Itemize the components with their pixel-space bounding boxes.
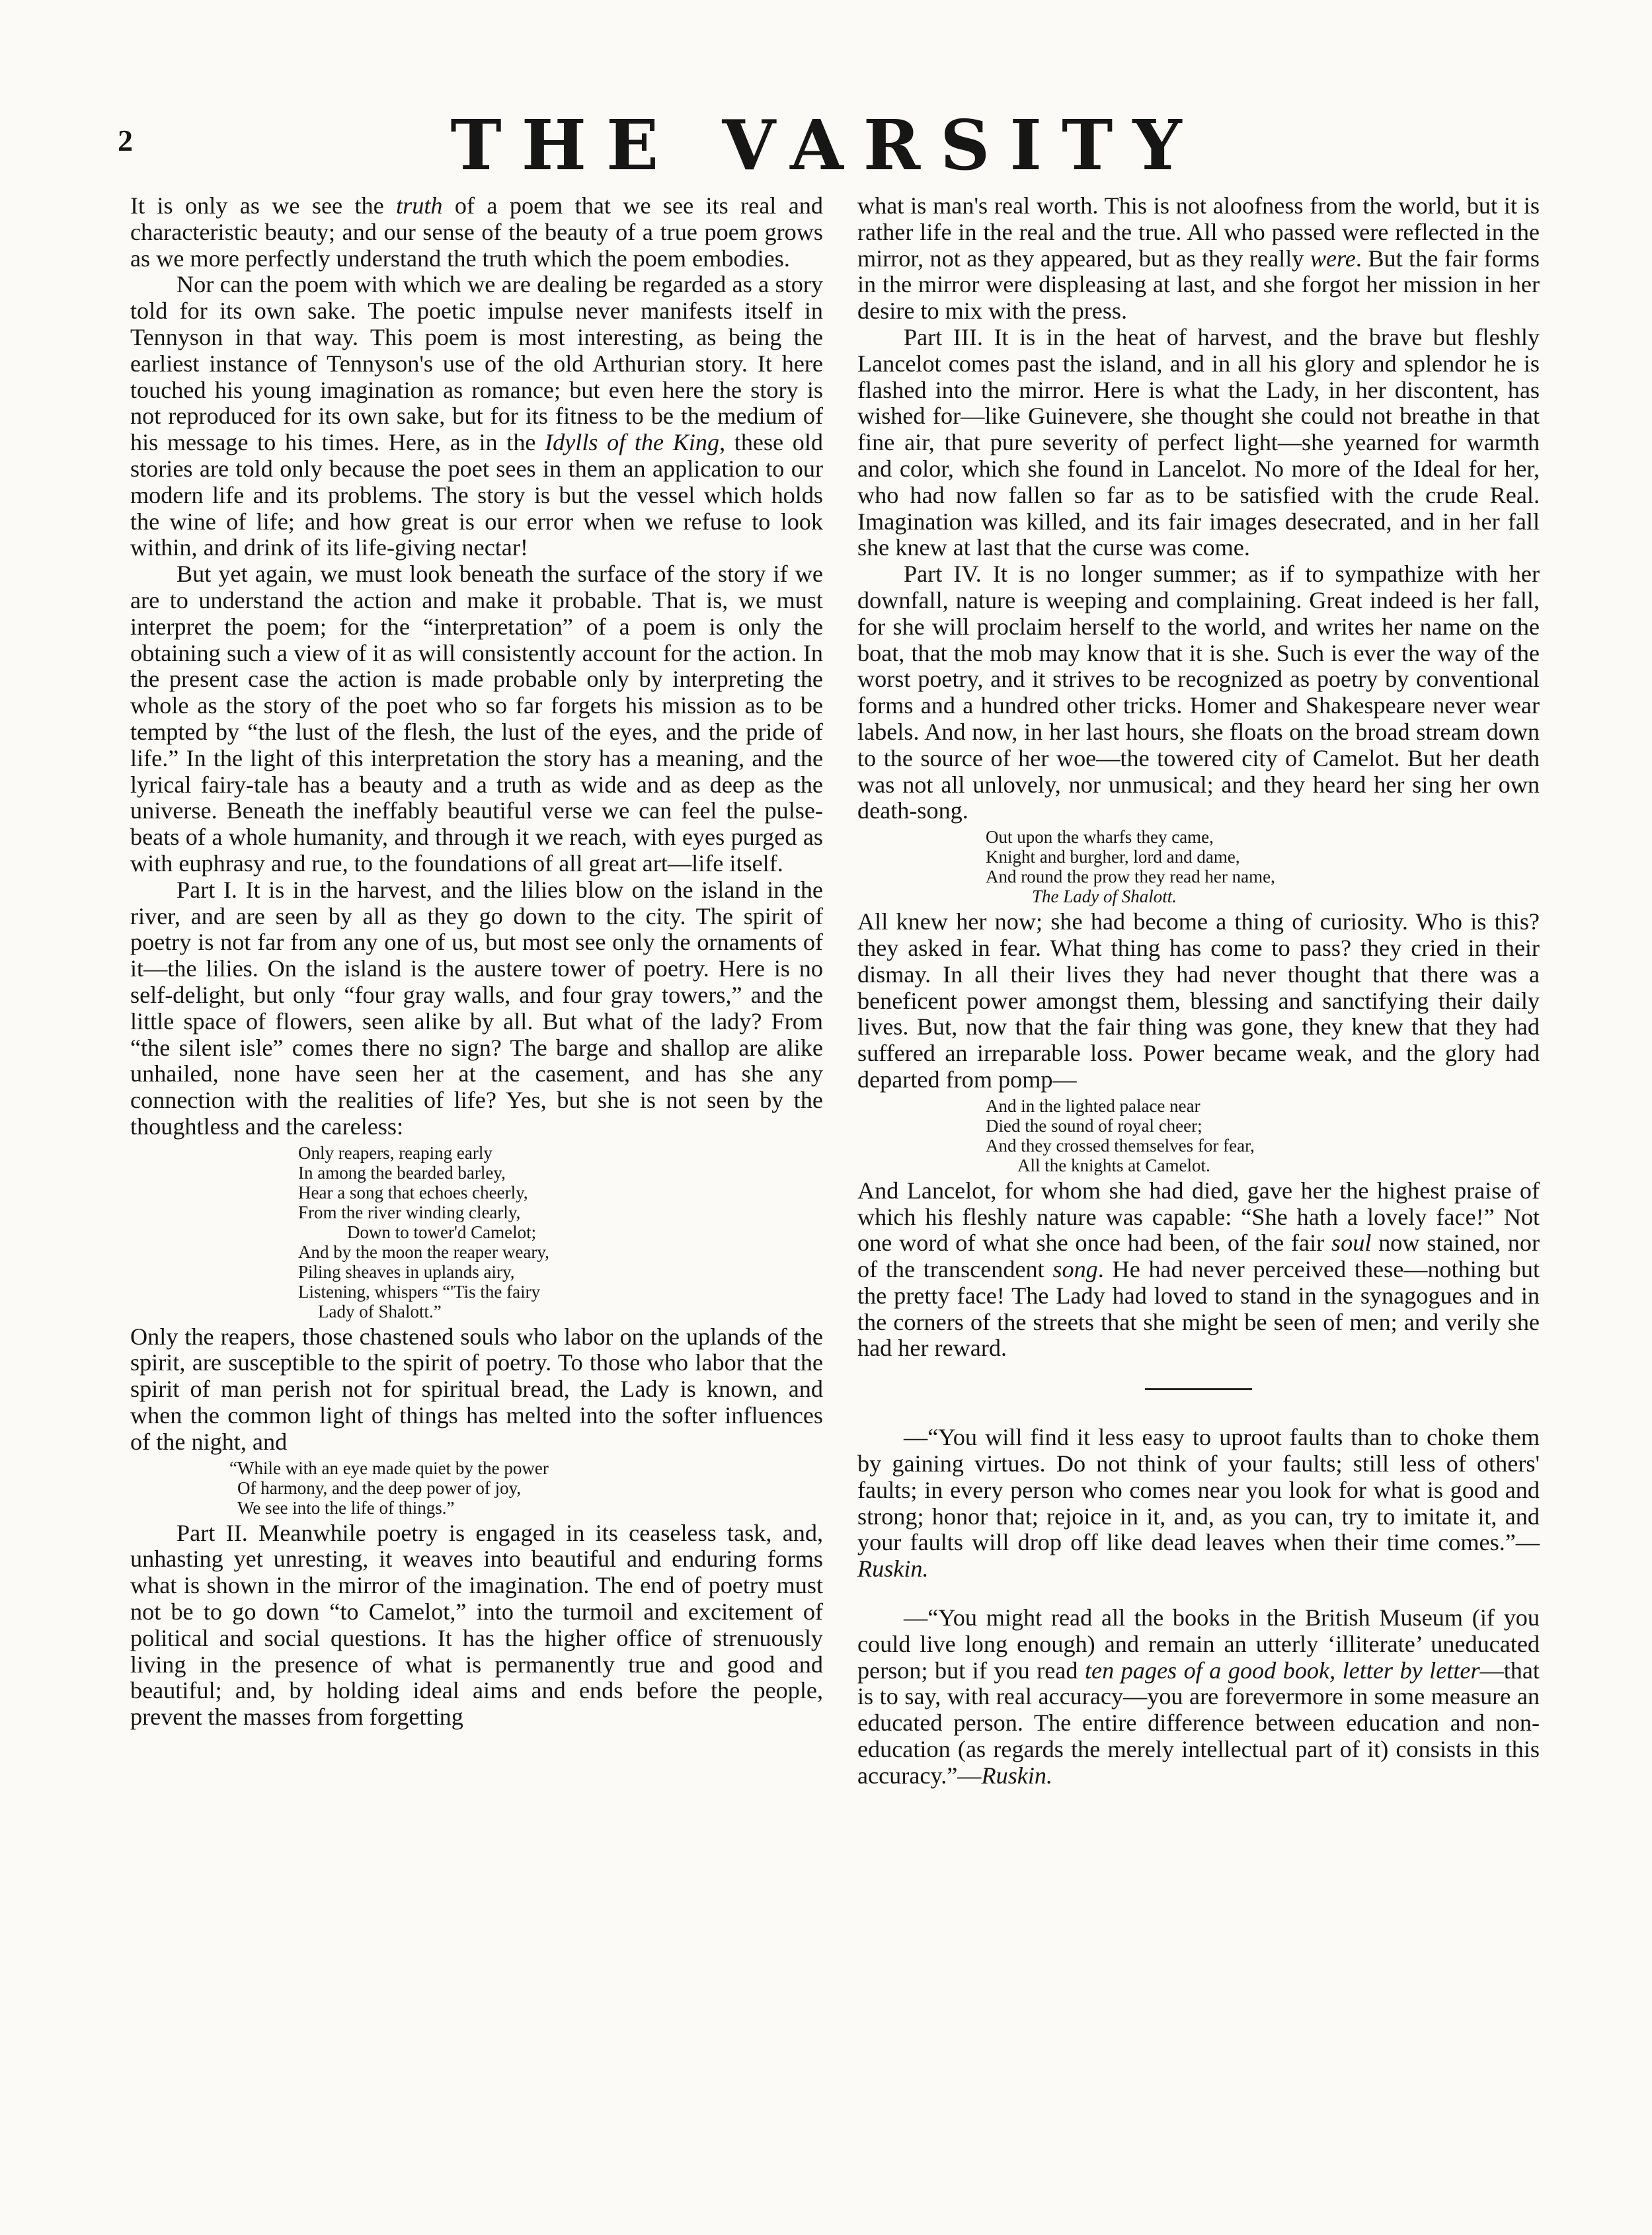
paragraph-part-four: Part IV. It is no longer summer; as if to sympathize with her downfall, nature is weeping and complaining. Great indeed is her fall, for she will proclaim herself to the world, and writes her name on the boat, that the mob may know that it is she. Such is ever the way of the worst poetry, and it strives to be recognized as poetry by conventional forms and a hundred other tricks. Homer and Shakespeare never wear labels. And now, in her last hours, she floats on the broad stream down to the source of her woe—the towered city of Camelot. But her death was not all unlovely, nor unmusical; and they heard her sing her own death-song. [857, 561, 1540, 824]
section-divider [1145, 1388, 1252, 1390]
verse-line: Lady of Shalott.” [318, 1301, 442, 1321]
left-column [130, 193, 823, 1731]
verse-line: And in the lighted palace near [986, 1095, 1200, 1116]
ruskin-quote: —“You will find it less easy to uproot faults than to choke them by gaining virtues. Do not think of your faults; still less of others' faults; in every person who comes near you look for what is good and strong; honor that; rejoice in it, and, as you can, try to imitate it, and your faults will drop off like dead leaves when their time comes.”—Ruskin. [857, 1424, 1540, 1583]
paragraph: what is man's real worth. This is not aloofness from the world, but it is rather life in the real and the true. All who passed were reflected in the mirror, not as they appeared, but as they really were. But the fair forms in the mirror were displeasing at last, and she forgot her mission in her desire to mix with the press. [857, 192, 1540, 325]
ruskin-quote: —“You might read all the books in the British Museum (if you could live long enough) and remain an utterly ‘illiterate’ uneducated person; but if you read ten pages of a good book, letter by letter—that is to say, with real accuracy—you are forevermore in some measure an educated person. The entire difference between education and non-education (as regards the merely intellectual part of it) consists in this accuracy.”—Ruskin. [857, 1604, 1540, 1789]
verse-line: We see into the life of things.” [237, 1497, 455, 1518]
paragraph: All knew her now; she had become a thing of curiosity. Who is this? they asked in fear. What thing has come to pass? they cried in their dismay. In all their lives they had never thought that there was a beneficent power amongst them, blessing and sanctifying their daily lives. But, now that the fair thing was gone, they knew that they had suffered an irreparable loss. Power became weak, and the glory had departed from pomp— [857, 908, 1540, 1093]
verse-line: In among the bearded barley, [298, 1162, 506, 1183]
verse-line: Of harmony, and the deep power of joy, [237, 1477, 522, 1498]
paragraph-part-two: Part II. Meanwhile poetry is engaged in its ceaseless task, and, unhasting yet unresting, it weaves into beautiful and enduring forms what is shown in the mirror of the imagination. The end of poetry must not be to go down “to Camelot,” into the turmoil and excitement of political and social questions. It has the higher office of strenuously living in the presence of what is permanently true and good and beautiful; and, by holding ideal aims and ends before the people, prevent the masses from forgetting [130, 1519, 823, 1731]
paragraph: But yet again, we must look beneath the surface of the story if we are to understand the action and make it probable. That is, we must interpret the poem; for the “interpretation” of a poem is only the obtaining such a view of it as will consistently account for the action. In the present case the action is made probable only by interpreting the whole as the story of the poet who so far forgets his mission as to be tempted by “the lust of the flesh, the lust of the eyes, and the pride of life.” In the light of this interpretation the story has a meaning, and the lyrical fairy-tale has a beauty and a truth as wide and as deep as the universe. Beneath the ineffably beautiful verse we can feel the pulse-beats of a whole humanity, and through it we reach, with eyes purged as with euphrasy and rue, to the foundations of all great art—life itself. [130, 561, 823, 877]
verse-quotation [130, 1458, 823, 1518]
verse-quotation [130, 1143, 823, 1321]
verse-line: All the knights at Camelot. [1017, 1155, 1210, 1175]
paragraph: Only the reapers, those chastened souls who labor on the uplands of the spirit, are susceptible to the spirit of poetry. To those who labor that the spirit of man perish not for spiritual bread, the Lady is known, and when the common light of things has melted into the softer influences of the night, and [130, 1323, 823, 1455]
verse-line: The Lady of Shalott. [1032, 886, 1177, 907]
verse-line: Out upon the wharfs they came, [986, 827, 1214, 847]
right-column [857, 193, 1540, 1789]
verse-line: “While with an eye made quiet by the power [229, 1458, 549, 1478]
verse-line: Hear a song that echoes cheerly, [298, 1182, 528, 1202]
verse-quotation [857, 1096, 1540, 1175]
verse-line: And round the prow they read her name, [986, 867, 1275, 887]
verse-line: And by the moon the reaper weary, [298, 1241, 549, 1262]
page-number: 2 [118, 124, 133, 157]
verse-line: Down to tower'd Camelot; [347, 1222, 537, 1242]
paragraph: Nor can the poem with which we are dealing be regarded as a story told for its own sake. The poetic impulse never manifests itself in Tennyson in that way. This poem is most interesting, as being the earliest instance of Tennyson's use of the old Arthurian story. It here touched his young imagination as romance; but even here the story is not reproduced for its own sake, but for its fitness to be the medium of his message to his times. Here, as in the Idylls of the King, these old stories are told only because the poet sees in them an application to our modern life and its problems. The story is but the vessel which holds the wine of life; and how great is our error when we refuse to look within, and drink of its life-giving nectar! [130, 271, 823, 561]
verse-line: Only reapers, reaping early [298, 1142, 492, 1163]
paragraph-part-one: Part I. It is in the harvest, and the lilies blow on the island in the river, and are seen by all as they go down to the city. The spirit of poetry is not far from any one of us, but most see only the ornaments of it—the lilies. On the island is the austere tower of poetry. Here is no self-delight, but only “four gray walls, and four gray towers,” and the little space of flowers, seen alike by all. But what of the lady? From “the silent isle” comes there no sign? The barge and shallop are alike unhailed, none have seen her at the casement, and has she any connection with the realities of life? Yes, but she is not seen by the thoughtless and the careless: [130, 876, 823, 1140]
masthead: THE VARSITY [450, 104, 1202, 186]
verse-line: From the river winding clearly, [298, 1202, 521, 1222]
paragraph-part-three: Part III. It is in the heat of harvest, and the brave but fleshly Lancelot comes past the island, and in all his glory and splendor he is flashed into the mirror. Here is what the Lady, in her discontent, has wished for—like Guinevere, she thought she could not breathe in that fine air, that pure severity of perfect light—she yearned for warmth and color, which she found in Lancelot. No more of the Ideal for her, who had now fallen so far as to be satisfied with the crude Real. Imagination was killed, and its fair images desecrated, and in her fall she knew at last that the curse was come. [857, 323, 1540, 561]
verse-line: Piling sheaves in uplands airy, [298, 1261, 515, 1282]
paragraph: It is only as we see the truth of a poem that we see its real and characteristic beauty; and our sense of the beauty of a true poem grows as we more perfectly understand the truth which the poem embodies. [130, 192, 823, 272]
verse-quotation [857, 827, 1540, 906]
verse-line: And they crossed themselves for fear, [986, 1135, 1255, 1156]
paragraph: And Lancelot, for whom she had died, gave her the highest praise of which his fleshly nature was capable: “She hath a lovely face!” Not one word of what she once had been, of the fair soul now stained, nor of the transcendent song. He had never perceived these—nothing but the pretty face! The Lady had loved to stand in the synagogues and in the corners of the streets that she might be seen of men; and verily she had her reward. [857, 1177, 1540, 1362]
verse-line: Died the sound of royal cheer; [986, 1115, 1202, 1136]
verse-line: Knight and burgher, lord and dame, [986, 847, 1240, 867]
verse-line: Listening, whispers “'Tis the fairy [298, 1281, 541, 1302]
